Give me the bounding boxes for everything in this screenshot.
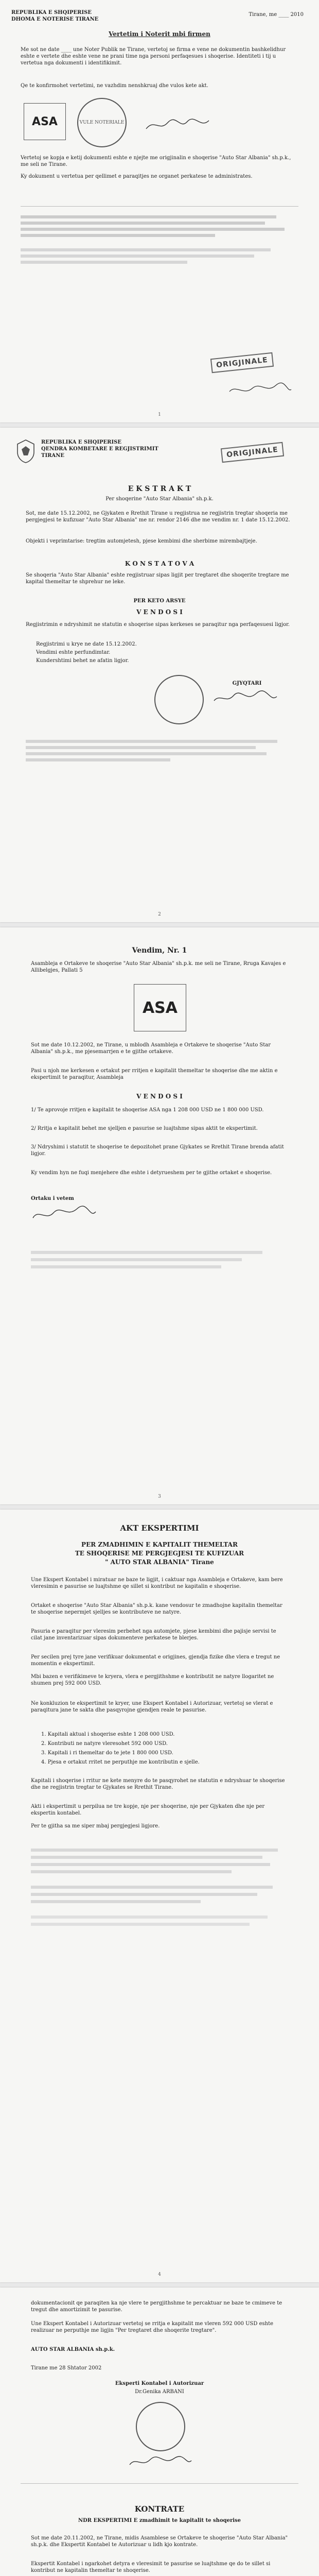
paragraph: Une Ekspert Kontabel i Autorizuar vertetoj se rritja e kapitalit me vleren 592 000 USD eshte realizuar ne perputhje me ligjin "Per tregtaret dhe shoqerite tregtare".	[31, 2321, 274, 2333]
section-heading: K O N S T A T O V A	[125, 560, 194, 567]
list-item: Regjistrimi u krye ne date 15.12.2002.	[36, 641, 137, 647]
certification-paragraph: Ky dokument u vertetua per qellimet e paraqitjes ne organet perkatese te administrates.	[21, 174, 253, 179]
document-subtitle: PER ZMADHIMIN E KAPITALIT THEMELTAR	[81, 1541, 238, 1548]
paragraph: Ekspertit Kontabel i ngarkohet detyra e vleresimit te pasurise se luajtshme qe do te sillet si kontribut ne kapitalin themeltar te shoqerise.	[31, 2561, 271, 2573]
header-line: REPUBLIKA E SHQIPERISE	[41, 439, 121, 445]
faded-text-block	[21, 212, 298, 398]
company-logo	[24, 103, 66, 140]
expert-seal	[136, 2402, 185, 2451]
court-seal	[154, 675, 204, 724]
paragraph: Mbi bazen e verifikimeve te kryera, vlera e pergjithshme e kontributit ne natyre llogaritet ne shumen prej 592 000 USD.	[31, 1674, 274, 1686]
paragraph: Pasuria e paraqitur per vleresim perbehet nga automjete, pjese kembimi dhe pajisje servisi te cilat jane inventarizuar sipas dokumenteve perkatese te blerjes.	[31, 1629, 276, 1641]
divider	[21, 206, 298, 207]
document-title: Vertetim i Noterit mbi firmen	[109, 30, 210, 38]
divider	[21, 2483, 298, 2484]
paragraph: Ortaket e shoqerise "Auto Star Albania" sh.p.k. kane vendosur te zmadhojne kapitalin themeltar te shoqerise nepermjet sjelljes se kontributeve ne natyre.	[31, 1603, 282, 1615]
contract-title: KONTRATE	[134, 2504, 185, 2514]
list-item: Kundershtimi behet ne afatin ligjor.	[36, 658, 129, 664]
section-heading: V E N D O S I	[136, 608, 183, 616]
list-item: 2. Kontributi ne natyre vleresohet 592 000 USD.	[41, 1741, 168, 1747]
paragraph: Akti i ekspertimit u perpilua ne tre kopje, nje per shoqerine, nje per Gjykaten dhe nje per ekspertin kontabel.	[31, 1804, 265, 1816]
signature-icon	[212, 689, 279, 707]
state-emblem-icon	[15, 439, 36, 464]
list-item: 3/ Ndryshimi i statutit te shoqerise te depozitohet prane Gjykates se Rrethit Tirane brenda afatit ligjor.	[31, 1144, 284, 1157]
company-name: AUTO STAR ALBANIA sh.p.k.	[31, 2347, 115, 2352]
paragraph: Se shoqeria "Auto Star Albania" eshte regjistruar sipas ligjit per tregtaret dhe shoqerite tregtare me kapital themeltar te shprehur ne leke.	[26, 572, 289, 585]
document-page-5	[0, 2287, 319, 2576]
document-page-4	[0, 1510, 319, 2282]
signature-icon	[226, 381, 293, 399]
list-item: 1. Kapitali aktual i shoqerise eshte 1 208 000 USD.	[41, 1732, 175, 1737]
document-page-2	[0, 428, 319, 922]
header-line: REPUBLIKA E SHQIPERISE	[11, 10, 92, 15]
document-page-3	[0, 927, 319, 1504]
logo-text: ASA	[142, 998, 178, 1017]
document-subtitle: " AUTO STAR ALBANIA" Tirane	[105, 1558, 214, 1566]
signature-icon	[31, 1206, 98, 1223]
faded-text-block	[31, 1844, 288, 2267]
page-number: 3	[158, 1494, 161, 1499]
document-title: E K S T R A K T	[128, 485, 191, 493]
signature-icon	[127, 2453, 193, 2471]
document-page-1	[0, 0, 319, 422]
paragraph: Me sot ne date ____ une Noter Publik ne Tirane, vertetoj se firma e vene ne dokumentin bashkelidhur eshte e vertete dhe eshte vene ne prani time nga personi perfaqesues i shoqerise. Identiteti i tij u vertetua nga dokumenti i identifikimit.	[21, 47, 286, 66]
expert-name: Dr.Genika ARBANI	[135, 2389, 184, 2395]
signer-label: GJYQTARI	[232, 681, 262, 686]
section-heading: V E N D O S I	[136, 1093, 183, 1100]
certification-text: Vertetoj se kopja e ketij dokumenti eshte e njejte me origjinalin e shoqerise "Auto Star Albania" sh.p.k., me seli ne Tirane.	[21, 155, 291, 167]
place-date: Tirane me 28 Shtator 2002	[31, 2365, 102, 2371]
paragraph: Ne konkluzion te ekspertimit te kryer, une Ekspert Kontabel i Autorizuar, vertetoj se vlerat e paraqitura jane te sakta dhe pasqyrojne gjendjen reale te pasurise.	[31, 1701, 273, 1713]
paragraph: Une Ekspert Kontabel i miratuar ne baze te ligjit, i caktuar nga Asambleja e Ortakeve, kam bere vleresimin e pasurise se luajtshme qe sillet si kontribut ne kapitalin e shoqerise.	[31, 1577, 283, 1589]
header-line: TIRANE	[41, 453, 64, 459]
company-logo	[134, 984, 186, 1031]
list-item: 3. Kapitali i ri themeltar do te jete 1 800 000 USD.	[41, 1750, 173, 1756]
paragraph: dokumentacionit qe paraqiten ka nje vlere te pergjithshme te percaktuar ne baze te cmimeve te tregut dhe amortizimit te pasurise.	[31, 2300, 282, 2313]
paragraph: Per secilen prej tyre jane verifikuar dokumentat e origjines, gjendja fizike dhe vlera e tregut ne momentin e ekspertimit.	[31, 1654, 280, 1667]
paragraph: Per te gjitha sa me siper mbaj pergjegjesi ligjore.	[31, 1823, 160, 1829]
header-line: DHOMA E NOTERISE TIRANE	[11, 16, 99, 22]
faded-text-block	[26, 737, 293, 902]
paragraph: Kapitali i shoqerise i rritur ne kete menyre do te pasqyrohet ne statutin e ndryshuar te shoqerise dhe ne regjistrin tregtar te Gjykates se Rrethit Tirane.	[31, 1778, 285, 1790]
list-item: 2/ Rritja e kapitalit behet me sjelljen e pasurise se luajtshme sipas aktit te ekspertimit.	[31, 1126, 258, 1131]
document-subtitle: Per shoqerine "Auto Star Albania" sh.p.k.	[105, 496, 214, 502]
document-title: Vendim, Nr. 1	[132, 946, 187, 955]
page-number: 1	[158, 412, 161, 417]
paragraph: Pasi u njoh me kerkesen e ortakut per rritjen e kapitalit themeltar te shoqerise dhe me aktin e ekspertimit te paraqitur, Asambleja	[31, 1068, 278, 1080]
paragraph: Ky vendim hyn ne fuqi menjehere dhe eshte i detyrueshem per te gjithe ortaket e shoqerise.	[31, 1170, 272, 1176]
paragraph: Objekti i veprimtarise: tregtim automjetesh, pjese kembimi dhe sherbime mirembajtjeje.	[26, 538, 257, 544]
section-label: PER KETO ARSYE	[133, 598, 186, 604]
header-line: QENDRA KOMBETARE E REGJISTRIMIT	[41, 446, 158, 452]
paragraph: Sot me date 20.11.2002, ne Tirane, midis Asamblese se Ortakeve te shoqerise "Auto Star Albania" sh.p.k. dhe Ekspertit Kontabel te Autorizuar u lidh kjo kontrate.	[31, 2535, 288, 2548]
document-subtitle: TE SHOQERISE ME PERGJEGJESI TE KUFIZUAR	[75, 1550, 244, 1557]
paragraph: Qe te konfirmohet vertetimi, ne vazhdim nenshkruaj dhe vulos kete akt.	[21, 83, 208, 89]
contract-subtitle: NDR EKSPERTIMI E zmadhimit te kapitalit te shoqerise	[78, 2518, 241, 2523]
notary-seal	[77, 98, 127, 147]
list-item: Vendimi eshte perfundimtar.	[36, 650, 111, 655]
paragraph: Sot, me date 15.12.2002, ne Gjykaten e Rrethit Tirane u regjistrua ne regjistrin tregtar shoqeria me pergjegjesi te kufizuar "Auto Star Albania" me nr. rendor 2146 dhe me vendim nr. 1 date 15.12.2002.	[26, 511, 290, 523]
expert-title: Eksperti Kontabel i Autorizuar	[115, 2381, 204, 2386]
intro-text: Asambleja e Ortakeve te shoqerise "Auto Star Albania" sh.p.k. me seli ne Tirane, Rruga Kavajes e Allibelgjes, Pallati 5	[31, 961, 286, 973]
original-stamp: ORIGJINALE	[210, 352, 274, 373]
original-stamp: ORIGJINALE	[221, 442, 284, 463]
list-item: 4. Pjesa e ortakut rritet ne perputhje me kontributin e sjelle.	[41, 1759, 200, 1765]
paragraph: Regjistrimin e ndryshimit ne statutin e shoqerise sipas kerkeses se paraqitur nga perfaqesuesi ligjor.	[26, 622, 290, 628]
paragraph: Sot me date 10.12.2002, ne Tirane, u mblodh Asambleja e Ortakeve te shoqerise "Auto Star Albania" sh.p.k., me pjesemarrjen e te gjithe ortakeve.	[31, 1042, 271, 1055]
seal-text: VULE NOTERIALE	[79, 120, 125, 125]
page-number: 4	[158, 2272, 161, 2277]
signature-icon	[144, 116, 211, 134]
signer-label: Ortaku i vetem	[31, 1196, 74, 1201]
document-title: AKT EKSPERTIMI	[120, 1523, 199, 1533]
logo-text: ASA	[32, 115, 58, 128]
date-line: Tirane, me ____ 2010	[249, 12, 304, 18]
list-item: 1/ Te aprovoje rritjen e kapitalit te shoqerise ASA nga 1 208 000 USD ne 1 800 000 USD.	[31, 1107, 264, 1113]
faded-text-block	[31, 1247, 288, 1489]
page-number: 2	[158, 912, 161, 917]
